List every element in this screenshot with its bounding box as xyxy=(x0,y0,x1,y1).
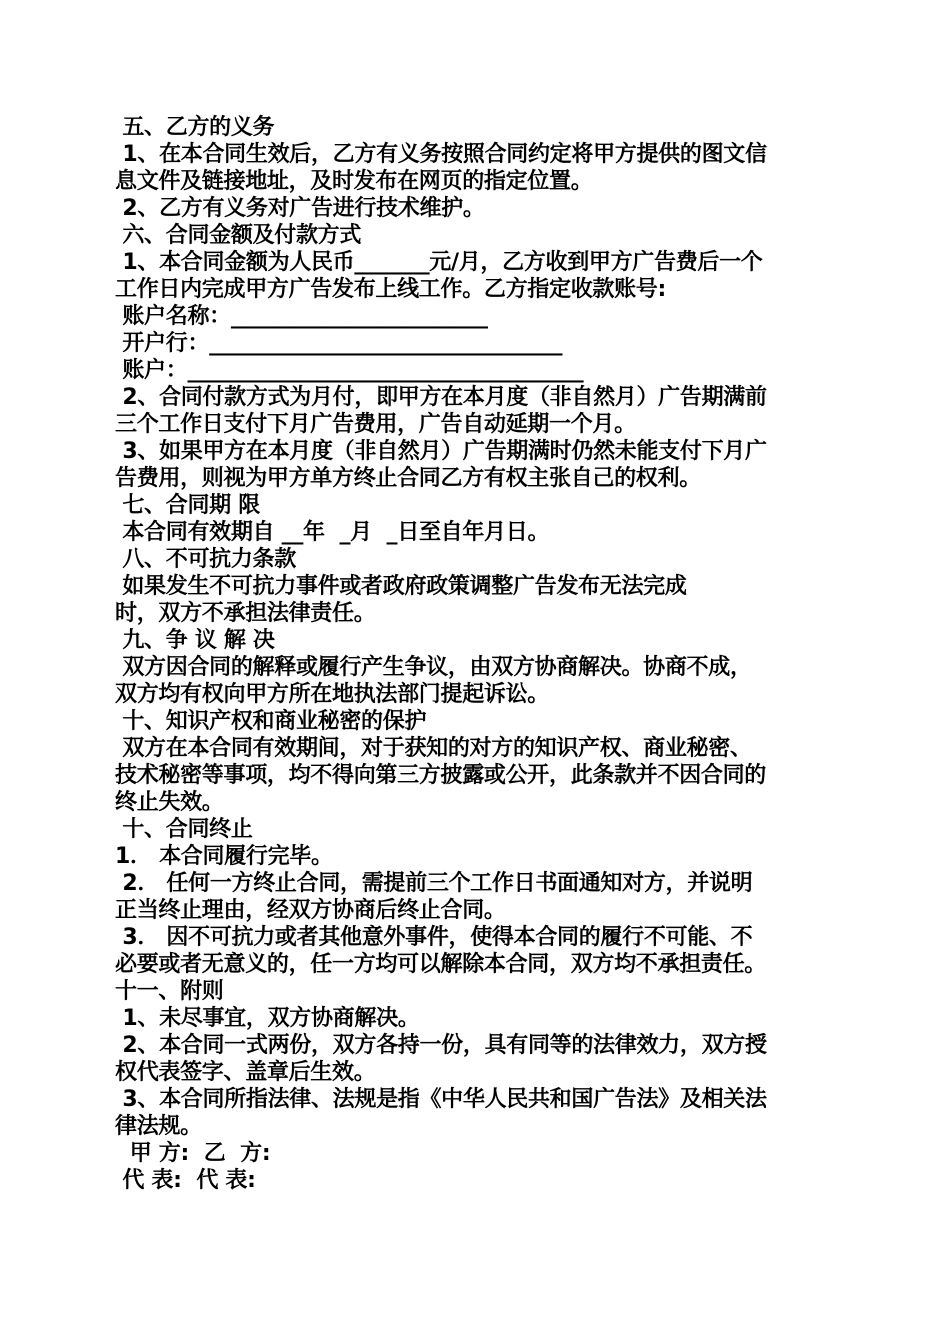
account-name-field: 账户名称：________________________ xyxy=(115,304,488,329)
clause-line: 终止失效。 xyxy=(115,790,224,815)
section-heading: 九、争 议 解 决 xyxy=(115,628,275,653)
clause-line: 如果发生不可抗力事件或者政府政策调整广告发布无法完成 xyxy=(115,574,687,599)
clause-line: 技术秘密等事项，均不得向第三方披露或公开，此条款并不因合同的 xyxy=(115,763,767,788)
clause-line: 必要或者无意义的，任一方均可以解除本合同，双方均不承担责任。 xyxy=(115,952,767,977)
clause-line: 时，双方不承担法律责任。 xyxy=(115,601,376,626)
section-heading: 十一、附则 xyxy=(115,979,224,1004)
clause-line: 1、本合同金额为人民币_______元/月，乙方收到甲方广告费后一个 xyxy=(115,250,763,275)
clause-line: 3、本合同所指法律、法规是指《中华人民共和国广告法》及相关法 xyxy=(115,1087,767,1112)
section-heading: 八、不可抗力条款 xyxy=(115,547,296,572)
bank-field: 开户行：_________________________________ xyxy=(115,331,563,356)
section-heading: 七、合同期 限 xyxy=(115,493,260,518)
clause-line: 双方均有权向甲方所在地执法部门提起诉讼。 xyxy=(115,682,550,707)
section-heading: 十、知识产权和商业秘密的保护 xyxy=(115,709,427,734)
clause-line: 双方因合同的解释或履行产生争议，由双方协商解决。协商不成， xyxy=(115,655,752,680)
clause-line: 律法规。 xyxy=(115,1114,202,1139)
clause-line: 本合同有效期自 __年 _月 _日至自年月日。 xyxy=(115,520,550,545)
account-number-field: 账户：_____________________________________ xyxy=(115,358,584,383)
section-heading: 六、合同金额及付款方式 xyxy=(115,223,362,248)
clause-line: 2、乙方有义务对广告进行技术维护。 xyxy=(115,196,485,221)
clause-line: 息文件及链接地址，及时发布在网页的指定位置。 xyxy=(115,169,593,194)
party-line: 甲 方: 乙 方: xyxy=(115,1141,271,1166)
clause-line: 2、合同付款方式为月付，即甲方在本月度（非自然月）广告期满前 xyxy=(115,385,767,410)
clause-line: 1、在本合同生效后，乙方有义务按照合同约定将甲方提供的图文信 xyxy=(115,142,767,167)
clause-line: 三个工作日支付下月广告费用，广告自动延期一个月。 xyxy=(115,412,636,437)
clause-line: 1． 本合同履行完毕。 xyxy=(115,844,333,869)
clause-line: 3． 因不可抗力或者其他意外事件，使得本合同的履行不可能、不 xyxy=(115,925,753,950)
clause-line: 3、如果甲方在本月度（非自然月）广告期满时仍然未能支付下月广 xyxy=(115,439,767,464)
clause-line: 权代表签字、盖章后生效。 xyxy=(115,1060,376,1085)
section-heading: 五、乙方的义务 xyxy=(115,115,275,140)
clause-line: 2． 任何一方终止合同，需提前三个工作日书面通知对方，并说明 xyxy=(115,871,753,896)
representative-line: 代 表: 代 表: xyxy=(115,1168,256,1193)
clause-line: 正当终止理由，经双方协商后终止合同。 xyxy=(115,898,506,923)
section-heading: 十、合同终止 xyxy=(115,817,253,842)
contract-body xyxy=(115,114,845,1194)
clause-line: 工作日内完成甲方广告发布上线工作。乙方指定收款账号: xyxy=(115,277,667,302)
clause-line: 1、未尽事宜，双方协商解决。 xyxy=(115,1006,420,1031)
clause-line: 双方在本合同有效期间，对于获知的对方的知识产权、商业秘密、 xyxy=(115,736,752,761)
clause-line: 告费用，则视为甲方单方终止合同乙方有权主张自己的权利。 xyxy=(115,466,701,491)
clause-line: 2、本合同一式两份，双方各持一份，具有同等的法律效力，双方授 xyxy=(115,1033,767,1058)
